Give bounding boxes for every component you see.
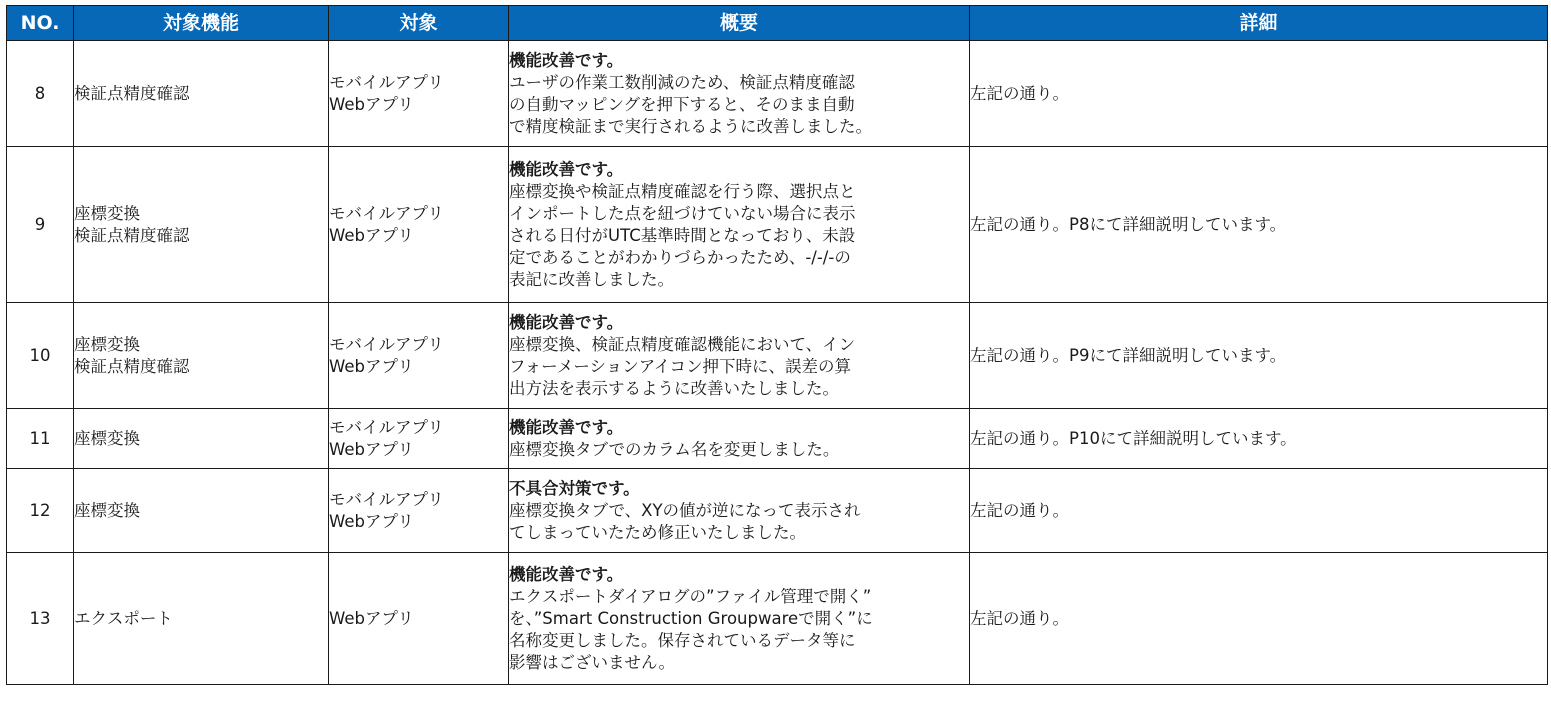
summary-cell <box>509 303 970 409</box>
summary-line: 座標変換や検証点精度確認を行う際、選択点と <box>509 181 856 201</box>
summary-line: 表記に改善しました。 <box>509 269 674 289</box>
summary-title: 不具合対策です。 <box>509 478 640 498</box>
summary-line: の自動マッピングを押下すると、そのまま自動 <box>509 94 855 114</box>
target-function: 検証点精度確認 <box>74 225 190 245</box>
target-app: モバイルアプリ <box>329 334 444 354</box>
summary-text <box>509 334 969 400</box>
row-number: 11 <box>7 409 74 469</box>
detail-cell: 左記の通り。 <box>970 41 1548 147</box>
target-function: 座標変換 <box>74 428 140 448</box>
target-app: Webアプリ <box>329 356 414 376</box>
target-app: モバイルアプリ <box>329 72 444 92</box>
target-app-cell <box>329 409 509 469</box>
summary-line: される日付がUTC基準時間となっており、未設 <box>509 225 856 245</box>
header-no: NO. <box>7 6 74 41</box>
target-function-cell <box>74 147 329 303</box>
target-app: モバイルアプリ <box>329 417 444 437</box>
row-number: 8 <box>7 41 74 147</box>
detail-cell: 左記の通り。 <box>970 553 1548 685</box>
target-function: 座標変換 <box>74 203 140 223</box>
summary-line: フォーメーションアイコン押下時に、誤差の算 <box>509 356 852 376</box>
detail-cell: 左記の通り。P9にて詳細説明しています。 <box>970 303 1548 409</box>
summary-text <box>509 586 969 674</box>
summary-cell <box>509 409 970 469</box>
target-app-cell <box>329 147 509 303</box>
target-function: 座標変換 <box>74 500 140 520</box>
summary-line: エクスポートダイアログの”ファイル管理で開く” <box>509 586 872 606</box>
summary-line: 出方法を表示するように改善いたしました。 <box>509 378 839 398</box>
summary-line: 影響はございません。 <box>509 652 675 672</box>
header-summary: 概要 <box>509 6 970 41</box>
summary-text <box>509 72 969 138</box>
table-row <box>7 303 1548 409</box>
header-function: 対象機能 <box>74 6 329 41</box>
row-number: 13 <box>7 553 74 685</box>
summary-title: 機能改善です。 <box>509 312 624 332</box>
target-app-cell <box>329 553 509 685</box>
summary-title: 機能改善です。 <box>509 159 624 179</box>
summary-line: で精度検証まで実行されるように改善しました。 <box>509 116 872 136</box>
target-function-cell <box>74 41 329 147</box>
summary-text <box>509 439 969 461</box>
target-app-cell <box>329 469 509 553</box>
detail-cell: 左記の通り。P8にて詳細説明しています。 <box>970 147 1548 303</box>
target-function: 検証点精度確認 <box>74 356 190 376</box>
summary-cell <box>509 41 970 147</box>
summary-line: 座標変換タブで、XYの値が逆になって表示され <box>509 500 861 520</box>
table-row <box>7 41 1548 147</box>
target-app: Webアプリ <box>329 225 414 245</box>
target-function-cell <box>74 303 329 409</box>
summary-line: を、”Smart Construction Groupwareで開く”に <box>509 608 873 628</box>
summary-line: 定であることがわかりづらかったため、-/-/-の <box>509 247 851 267</box>
summary-line: インポートした点を紐づけていない場合に表示 <box>509 203 856 223</box>
target-app: モバイルアプリ <box>329 203 444 223</box>
summary-title: 機能改善です。 <box>509 564 624 584</box>
target-app: モバイルアプリ <box>329 489 444 509</box>
summary-cell <box>509 147 970 303</box>
detail-cell: 左記の通り。 <box>970 469 1548 553</box>
target-function-cell <box>74 409 329 469</box>
target-function: 検証点精度確認 <box>74 83 190 103</box>
summary-cell <box>509 469 970 553</box>
header-target: 対象 <box>329 6 509 41</box>
summary-line: ユーザの作業工数削減のため、検証点精度確認 <box>509 72 855 92</box>
summary-line: てしまっていたため修正いたしました。 <box>509 522 806 542</box>
row-number: 9 <box>7 147 74 303</box>
target-function: 座標変換 <box>74 334 140 354</box>
summary-line: 名称変更しました。保存されているデータ等に <box>509 630 856 650</box>
table-row <box>7 469 1548 553</box>
table-row <box>7 409 1548 469</box>
summary-line: 座標変換タブでのカラム名を変更しました。 <box>509 439 840 459</box>
header-detail: 詳細 <box>970 6 1548 41</box>
target-app: Webアプリ <box>329 608 414 628</box>
row-number: 12 <box>7 469 74 553</box>
target-function-cell <box>74 553 329 685</box>
target-app-cell <box>329 303 509 409</box>
row-number: 10 <box>7 303 74 409</box>
target-function: エクスポート <box>74 608 173 628</box>
table-row <box>7 147 1548 303</box>
table-row <box>7 553 1548 685</box>
summary-text <box>509 181 969 291</box>
target-app-cell <box>329 41 509 147</box>
target-app: Webアプリ <box>329 94 414 114</box>
summary-cell <box>509 553 970 685</box>
target-function-cell <box>74 469 329 553</box>
detail-cell: 左記の通り。P10にて詳細説明しています。 <box>970 409 1548 469</box>
summary-text <box>509 500 969 544</box>
target-app: Webアプリ <box>329 439 414 459</box>
table-header-row <box>7 6 1548 41</box>
summary-title: 機能改善です。 <box>509 417 624 437</box>
changelog-table <box>6 5 1548 685</box>
target-app: Webアプリ <box>329 511 414 531</box>
summary-line: 座標変換、検証点精度確認機能において、イン <box>509 334 856 354</box>
summary-title: 機能改善です。 <box>509 50 624 70</box>
